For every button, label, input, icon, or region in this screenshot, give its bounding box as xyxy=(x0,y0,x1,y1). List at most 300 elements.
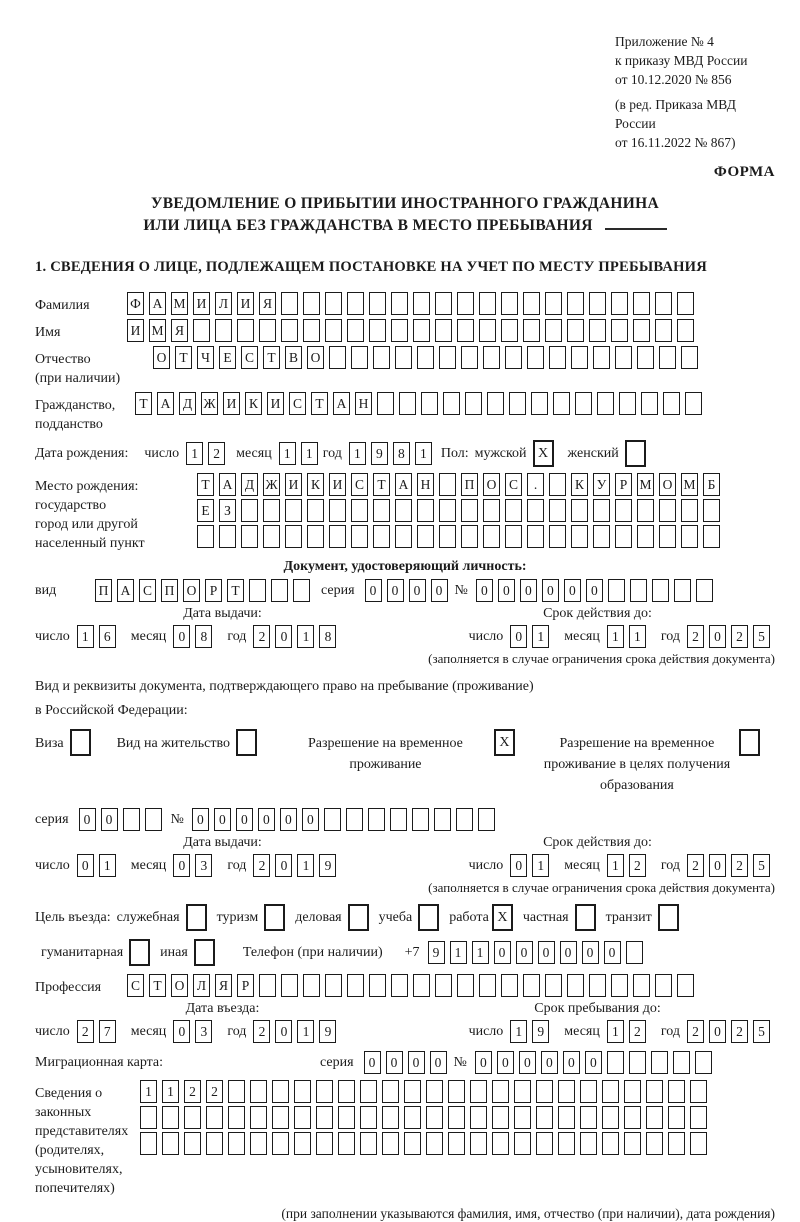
char-cell[interactable] xyxy=(382,1106,399,1129)
char-cell[interactable]: 0 xyxy=(79,808,96,831)
char-cell[interactable]: М xyxy=(171,292,188,315)
char-cell[interactable]: 0 xyxy=(497,1051,514,1074)
char-cell[interactable] xyxy=(549,473,566,496)
char-cell[interactable] xyxy=(695,1051,712,1074)
char-cell[interactable] xyxy=(571,346,588,369)
char-cell[interactable]: А xyxy=(395,473,412,496)
char-cell[interactable] xyxy=(272,1132,289,1155)
char-cell[interactable]: Б xyxy=(703,473,720,496)
char-cell[interactable] xyxy=(681,499,698,522)
char-cell[interactable] xyxy=(655,292,672,315)
char-cell[interactable] xyxy=(624,1132,641,1155)
char-cell[interactable] xyxy=(523,974,540,997)
char-cell[interactable]: 0 xyxy=(430,1051,447,1074)
char-cell[interactable] xyxy=(690,1132,707,1155)
char-cell[interactable] xyxy=(637,525,654,548)
char-cell[interactable] xyxy=(629,1051,646,1074)
char-cell[interactable] xyxy=(505,346,522,369)
char-cell[interactable] xyxy=(652,579,669,602)
char-cell[interactable] xyxy=(615,499,632,522)
char-cell[interactable] xyxy=(184,1106,201,1129)
char-cell[interactable] xyxy=(696,579,713,602)
char-cell[interactable] xyxy=(593,499,610,522)
char-cell[interactable]: 1 xyxy=(532,625,549,648)
char-cell[interactable]: 1 xyxy=(77,625,94,648)
char-cell[interactable] xyxy=(549,499,566,522)
char-cell[interactable] xyxy=(637,499,654,522)
char-cell[interactable]: 0 xyxy=(173,625,190,648)
char-cell[interactable] xyxy=(391,974,408,997)
char-cell[interactable] xyxy=(435,319,452,342)
char-cell[interactable] xyxy=(324,808,341,831)
char-cell[interactable] xyxy=(593,346,610,369)
char-cell[interactable] xyxy=(637,346,654,369)
char-cell[interactable]: 9 xyxy=(319,1020,336,1043)
char-cell[interactable] xyxy=(316,1132,333,1155)
char-cell[interactable]: С xyxy=(127,974,144,997)
char-cell[interactable] xyxy=(443,392,460,415)
char-cell[interactable] xyxy=(626,941,643,964)
char-cell[interactable] xyxy=(369,292,386,315)
char-cell[interactable]: 2 xyxy=(253,1020,270,1043)
char-cell[interactable] xyxy=(681,346,698,369)
char-cell[interactable]: 2 xyxy=(731,625,748,648)
char-cell[interactable] xyxy=(536,1106,553,1129)
char-cell[interactable]: 0 xyxy=(541,1051,558,1074)
char-cell[interactable] xyxy=(659,346,676,369)
char-cell[interactable]: С xyxy=(289,392,306,415)
char-cell[interactable] xyxy=(293,579,310,602)
char-cell[interactable] xyxy=(457,319,474,342)
option-residence-permit-checkbox[interactable] xyxy=(236,729,257,756)
char-cell[interactable]: 0 xyxy=(585,1051,602,1074)
char-cell[interactable]: 0 xyxy=(387,579,404,602)
char-cell[interactable] xyxy=(417,525,434,548)
char-cell[interactable] xyxy=(228,1132,245,1155)
char-cell[interactable]: Т xyxy=(263,346,280,369)
char-cell[interactable] xyxy=(641,392,658,415)
char-cell[interactable] xyxy=(325,319,342,342)
char-cell[interactable]: К xyxy=(571,473,588,496)
char-cell[interactable]: 0 xyxy=(604,941,621,964)
char-cell[interactable]: 1 xyxy=(472,941,489,964)
char-cell[interactable] xyxy=(228,1080,245,1103)
char-cell[interactable] xyxy=(391,292,408,315)
char-cell[interactable]: 3 xyxy=(195,854,212,877)
char-cell[interactable]: 1 xyxy=(297,1020,314,1043)
char-cell[interactable] xyxy=(571,525,588,548)
char-cell[interactable] xyxy=(536,1132,553,1155)
option-temp-residence-education-checkbox[interactable] xyxy=(739,729,760,756)
char-cell[interactable] xyxy=(391,319,408,342)
char-cell[interactable]: 0 xyxy=(101,808,118,831)
char-cell[interactable] xyxy=(123,808,140,831)
char-cell[interactable] xyxy=(193,319,210,342)
purpose-tourism-checkbox[interactable] xyxy=(264,904,285,931)
char-cell[interactable]: 1 xyxy=(607,625,624,648)
char-cell[interactable]: 2 xyxy=(687,854,704,877)
char-cell[interactable]: 2 xyxy=(687,625,704,648)
char-cell[interactable] xyxy=(382,1080,399,1103)
char-cell[interactable]: 0 xyxy=(586,579,603,602)
char-cell[interactable] xyxy=(395,346,412,369)
char-cell[interactable] xyxy=(417,346,434,369)
char-cell[interactable] xyxy=(608,579,625,602)
option-temp-residence-checkbox[interactable]: X xyxy=(494,729,515,756)
char-cell[interactable]: 1 xyxy=(297,625,314,648)
char-cell[interactable] xyxy=(316,1080,333,1103)
char-cell[interactable] xyxy=(294,1080,311,1103)
char-cell[interactable]: О xyxy=(183,579,200,602)
char-cell[interactable] xyxy=(478,808,495,831)
char-cell[interactable] xyxy=(206,1132,223,1155)
char-cell[interactable] xyxy=(633,292,650,315)
char-cell[interactable] xyxy=(505,525,522,548)
char-cell[interactable] xyxy=(470,1080,487,1103)
char-cell[interactable]: 0 xyxy=(173,1020,190,1043)
char-cell[interactable] xyxy=(426,1080,443,1103)
char-cell[interactable] xyxy=(241,525,258,548)
char-cell[interactable] xyxy=(426,1132,443,1155)
char-cell[interactable] xyxy=(633,974,650,997)
char-cell[interactable]: Д xyxy=(179,392,196,415)
char-cell[interactable] xyxy=(492,1080,509,1103)
purpose-humanitarian-checkbox[interactable] xyxy=(129,939,150,966)
char-cell[interactable] xyxy=(461,346,478,369)
char-cell[interactable] xyxy=(303,974,320,997)
char-cell[interactable] xyxy=(390,808,407,831)
char-cell[interactable] xyxy=(219,525,236,548)
char-cell[interactable]: 0 xyxy=(302,808,319,831)
char-cell[interactable]: 8 xyxy=(195,625,212,648)
char-cell[interactable] xyxy=(329,346,346,369)
char-cell[interactable] xyxy=(558,1106,575,1129)
char-cell[interactable] xyxy=(668,1106,685,1129)
char-cell[interactable] xyxy=(294,1106,311,1129)
char-cell[interactable] xyxy=(646,1080,663,1103)
char-cell[interactable] xyxy=(421,392,438,415)
char-cell[interactable] xyxy=(360,1132,377,1155)
char-cell[interactable] xyxy=(668,1132,685,1155)
char-cell[interactable] xyxy=(347,292,364,315)
char-cell[interactable] xyxy=(369,319,386,342)
char-cell[interactable]: И xyxy=(223,392,240,415)
char-cell[interactable]: 0 xyxy=(560,941,577,964)
char-cell[interactable] xyxy=(162,1106,179,1129)
purpose-transit-checkbox[interactable] xyxy=(658,904,679,931)
char-cell[interactable] xyxy=(404,1132,421,1155)
char-cell[interactable] xyxy=(527,499,544,522)
char-cell[interactable]: Т xyxy=(175,346,192,369)
char-cell[interactable] xyxy=(373,346,390,369)
char-cell[interactable]: 1 xyxy=(186,442,203,465)
char-cell[interactable] xyxy=(215,319,232,342)
gender-male-checkbox[interactable]: X xyxy=(533,440,554,467)
char-cell[interactable]: Е xyxy=(197,499,214,522)
char-cell[interactable]: 0 xyxy=(173,854,190,877)
char-cell[interactable]: 0 xyxy=(258,808,275,831)
char-cell[interactable]: О xyxy=(307,346,324,369)
char-cell[interactable] xyxy=(593,525,610,548)
char-cell[interactable]: 1 xyxy=(297,854,314,877)
char-cell[interactable]: 1 xyxy=(415,442,432,465)
char-cell[interactable] xyxy=(674,579,691,602)
char-cell[interactable]: 0 xyxy=(214,808,231,831)
char-cell[interactable]: 2 xyxy=(731,1020,748,1043)
char-cell[interactable] xyxy=(412,808,429,831)
purpose-other-checkbox[interactable] xyxy=(194,939,215,966)
char-cell[interactable] xyxy=(272,1106,289,1129)
char-cell[interactable] xyxy=(377,392,394,415)
char-cell[interactable] xyxy=(646,1106,663,1129)
char-cell[interactable]: 1 xyxy=(607,854,624,877)
char-cell[interactable]: 0 xyxy=(519,1051,536,1074)
char-cell[interactable]: А xyxy=(149,292,166,315)
char-cell[interactable] xyxy=(501,974,518,997)
char-cell[interactable] xyxy=(368,808,385,831)
char-cell[interactable]: 0 xyxy=(275,625,292,648)
char-cell[interactable] xyxy=(162,1132,179,1155)
char-cell[interactable] xyxy=(479,319,496,342)
char-cell[interactable] xyxy=(360,1106,377,1129)
char-cell[interactable] xyxy=(549,525,566,548)
char-cell[interactable] xyxy=(382,1132,399,1155)
char-cell[interactable]: Е xyxy=(219,346,236,369)
char-cell[interactable] xyxy=(690,1080,707,1103)
char-cell[interactable] xyxy=(589,974,606,997)
char-cell[interactable] xyxy=(655,974,672,997)
char-cell[interactable]: 3 xyxy=(195,1020,212,1043)
char-cell[interactable]: 0 xyxy=(475,1051,492,1074)
char-cell[interactable] xyxy=(250,1106,267,1129)
char-cell[interactable] xyxy=(567,319,584,342)
char-cell[interactable]: О xyxy=(153,346,170,369)
char-cell[interactable] xyxy=(611,319,628,342)
char-cell[interactable]: Л xyxy=(193,974,210,997)
char-cell[interactable]: 1 xyxy=(301,442,318,465)
char-cell[interactable]: 2 xyxy=(253,625,270,648)
option-visa-checkbox[interactable] xyxy=(70,729,91,756)
char-cell[interactable] xyxy=(514,1080,531,1103)
char-cell[interactable] xyxy=(413,319,430,342)
char-cell[interactable] xyxy=(439,499,456,522)
char-cell[interactable] xyxy=(470,1106,487,1129)
char-cell[interactable] xyxy=(439,473,456,496)
char-cell[interactable] xyxy=(272,1080,289,1103)
char-cell[interactable]: 0 xyxy=(516,941,533,964)
char-cell[interactable]: А xyxy=(333,392,350,415)
purpose-commercial-checkbox[interactable] xyxy=(348,904,369,931)
char-cell[interactable]: С xyxy=(241,346,258,369)
char-cell[interactable]: 8 xyxy=(319,625,336,648)
char-cell[interactable] xyxy=(347,319,364,342)
char-cell[interactable]: 5 xyxy=(753,625,770,648)
char-cell[interactable]: 0 xyxy=(275,854,292,877)
char-cell[interactable] xyxy=(413,974,430,997)
char-cell[interactable]: Я xyxy=(215,974,232,997)
char-cell[interactable] xyxy=(285,525,302,548)
char-cell[interactable]: 0 xyxy=(582,941,599,964)
char-cell[interactable] xyxy=(259,319,276,342)
char-cell[interactable]: 5 xyxy=(753,854,770,877)
char-cell[interactable] xyxy=(509,392,526,415)
char-cell[interactable] xyxy=(487,392,504,415)
char-cell[interactable] xyxy=(580,1080,597,1103)
char-cell[interactable] xyxy=(329,499,346,522)
char-cell[interactable] xyxy=(619,392,636,415)
char-cell[interactable] xyxy=(307,525,324,548)
char-cell[interactable] xyxy=(351,346,368,369)
char-cell[interactable]: 9 xyxy=(532,1020,549,1043)
char-cell[interactable]: 2 xyxy=(184,1080,201,1103)
char-cell[interactable]: Ж xyxy=(263,473,280,496)
char-cell[interactable]: Т xyxy=(135,392,152,415)
char-cell[interactable] xyxy=(659,525,676,548)
char-cell[interactable] xyxy=(483,525,500,548)
char-cell[interactable]: Р xyxy=(205,579,222,602)
char-cell[interactable]: . xyxy=(527,473,544,496)
char-cell[interactable] xyxy=(395,499,412,522)
char-cell[interactable] xyxy=(448,1106,465,1129)
char-cell[interactable]: О xyxy=(659,473,676,496)
char-cell[interactable]: 1 xyxy=(532,854,549,877)
char-cell[interactable]: И xyxy=(285,473,302,496)
char-cell[interactable]: М xyxy=(149,319,166,342)
char-cell[interactable] xyxy=(545,292,562,315)
char-cell[interactable] xyxy=(589,292,606,315)
char-cell[interactable] xyxy=(184,1132,201,1155)
char-cell[interactable] xyxy=(492,1132,509,1155)
char-cell[interactable]: 1 xyxy=(140,1080,157,1103)
char-cell[interactable] xyxy=(140,1106,157,1129)
char-cell[interactable] xyxy=(373,525,390,548)
char-cell[interactable] xyxy=(558,1132,575,1155)
char-cell[interactable]: Н xyxy=(355,392,372,415)
char-cell[interactable] xyxy=(685,392,702,415)
char-cell[interactable] xyxy=(624,1080,641,1103)
char-cell[interactable]: 0 xyxy=(709,854,726,877)
char-cell[interactable]: К xyxy=(307,473,324,496)
char-cell[interactable]: 2 xyxy=(629,1020,646,1043)
char-cell[interactable] xyxy=(250,1080,267,1103)
char-cell[interactable] xyxy=(448,1080,465,1103)
char-cell[interactable] xyxy=(611,974,628,997)
gender-female-checkbox[interactable] xyxy=(625,440,646,467)
char-cell[interactable] xyxy=(677,974,694,997)
char-cell[interactable]: К xyxy=(245,392,262,415)
char-cell[interactable] xyxy=(281,292,298,315)
char-cell[interactable] xyxy=(479,974,496,997)
char-cell[interactable]: 0 xyxy=(510,854,527,877)
char-cell[interactable] xyxy=(325,974,342,997)
char-cell[interactable] xyxy=(351,525,368,548)
char-cell[interactable]: 0 xyxy=(563,1051,580,1074)
char-cell[interactable]: 2 xyxy=(731,854,748,877)
char-cell[interactable]: О xyxy=(171,974,188,997)
char-cell[interactable]: О xyxy=(483,473,500,496)
char-cell[interactable]: Т xyxy=(311,392,328,415)
char-cell[interactable] xyxy=(329,525,346,548)
char-cell[interactable] xyxy=(553,392,570,415)
char-cell[interactable]: М xyxy=(681,473,698,496)
char-cell[interactable] xyxy=(527,525,544,548)
char-cell[interactable]: Р xyxy=(237,974,254,997)
char-cell[interactable]: 0 xyxy=(386,1051,403,1074)
char-cell[interactable] xyxy=(281,319,298,342)
char-cell[interactable] xyxy=(259,974,276,997)
char-cell[interactable] xyxy=(505,499,522,522)
char-cell[interactable] xyxy=(677,319,694,342)
char-cell[interactable]: С xyxy=(351,473,368,496)
char-cell[interactable] xyxy=(281,974,298,997)
char-cell[interactable] xyxy=(338,1132,355,1155)
char-cell[interactable] xyxy=(465,392,482,415)
char-cell[interactable]: Т xyxy=(373,473,390,496)
char-cell[interactable] xyxy=(457,974,474,997)
char-cell[interactable] xyxy=(602,1132,619,1155)
char-cell[interactable]: Ж xyxy=(201,392,218,415)
char-cell[interactable]: 1 xyxy=(629,625,646,648)
char-cell[interactable]: 1 xyxy=(510,1020,527,1043)
char-cell[interactable] xyxy=(206,1106,223,1129)
char-cell[interactable] xyxy=(567,974,584,997)
char-cell[interactable] xyxy=(285,499,302,522)
char-cell[interactable] xyxy=(646,1132,663,1155)
char-cell[interactable] xyxy=(483,499,500,522)
char-cell[interactable]: 2 xyxy=(629,854,646,877)
char-cell[interactable] xyxy=(325,292,342,315)
char-cell[interactable] xyxy=(228,1106,245,1129)
char-cell[interactable]: 8 xyxy=(393,442,410,465)
char-cell[interactable]: 0 xyxy=(476,579,493,602)
char-cell[interactable]: 0 xyxy=(498,579,515,602)
char-cell[interactable] xyxy=(580,1132,597,1155)
char-cell[interactable] xyxy=(575,392,592,415)
char-cell[interactable] xyxy=(630,579,647,602)
char-cell[interactable] xyxy=(651,1051,668,1074)
char-cell[interactable]: З xyxy=(219,499,236,522)
char-cell[interactable] xyxy=(624,1106,641,1129)
char-cell[interactable] xyxy=(435,292,452,315)
char-cell[interactable]: 0 xyxy=(364,1051,381,1074)
char-cell[interactable] xyxy=(413,292,430,315)
char-cell[interactable] xyxy=(611,292,628,315)
char-cell[interactable]: 0 xyxy=(538,941,555,964)
char-cell[interactable] xyxy=(263,525,280,548)
char-cell[interactable] xyxy=(602,1080,619,1103)
char-cell[interactable]: Я xyxy=(171,319,188,342)
char-cell[interactable] xyxy=(615,346,632,369)
char-cell[interactable]: 0 xyxy=(542,579,559,602)
char-cell[interactable] xyxy=(456,808,473,831)
char-cell[interactable]: 7 xyxy=(99,1020,116,1043)
char-cell[interactable] xyxy=(571,499,588,522)
char-cell[interactable] xyxy=(527,346,544,369)
char-cell[interactable]: 0 xyxy=(494,941,511,964)
char-cell[interactable] xyxy=(360,1080,377,1103)
char-cell[interactable] xyxy=(237,319,254,342)
char-cell[interactable] xyxy=(241,499,258,522)
char-cell[interactable] xyxy=(303,319,320,342)
char-cell[interactable] xyxy=(145,808,162,831)
char-cell[interactable] xyxy=(346,808,363,831)
char-cell[interactable]: 0 xyxy=(408,1051,425,1074)
char-cell[interactable] xyxy=(558,1080,575,1103)
char-cell[interactable] xyxy=(434,808,451,831)
char-cell[interactable]: И xyxy=(237,292,254,315)
char-cell[interactable]: 2 xyxy=(208,442,225,465)
char-cell[interactable] xyxy=(492,1106,509,1129)
